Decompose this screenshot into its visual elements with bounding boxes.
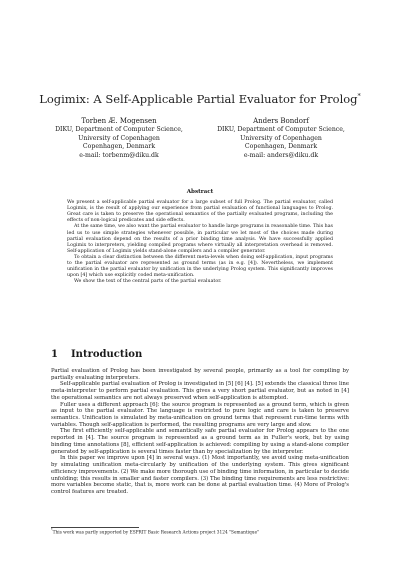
- author-email: e-mail: torbenm@diku.dk: [79, 151, 159, 159]
- author-city: Copenhagen, Denmark: [82, 143, 156, 151]
- section-body: [51, 368, 349, 496]
- section-number: 1: [51, 349, 58, 360]
- footnote-text: This work was partly supported by ESPRIT Basic Research Actions project 3124 "Semantique": [52, 530, 260, 536]
- footnote-divider: [51, 527, 139, 528]
- author-name: Anders Bondorf: [253, 117, 309, 125]
- section-title: Introduction: [71, 349, 143, 360]
- abstract-paragraph: We show the text of the central parts of the partial evaluator.: [74, 279, 222, 285]
- author-affiliation: DIKU, Department of Computer Science,: [55, 126, 183, 134]
- section-heading: [51, 349, 349, 360]
- abstract-paragraph: We present a self-applicable partial evaluator for a large subset of full Prolog. The partial evaluator, called Logimix, is the result of applying our experience from partial evaluation of functional languages to Prolog. Great care is taken to preserve the operational semantics of the partially evaluated programs, including the effects of non-logical predicates and side effects.: [67, 200, 333, 224]
- introduction-section: [51, 349, 349, 496]
- author-affiliation: DIKU, Department of Computer Science,: [217, 126, 345, 134]
- body-paragraph: The first efficiently self-applicable and semantically safe partial evaluator for Prolog appears to the one reported in [4]. The source program is represented as a ground term as in Fuller's work, but by using binding time annotations [8], efficient self-application is achieved: compiling by using a stand-alone compiler generated by self-application is several times faster than by specialization by the interpreter.: [51, 428, 349, 455]
- footnote-marker: *: [51, 528, 53, 532]
- body-paragraph: Fuller uses a different approach [6]: the source program is represented as a ground term, which is given as input to the partial evaluator. The language is restricted to pure logic and care is taken to preserve semantics. Unification is simulated by meta-unification on ground terms that represent run-time terms with variables. Though self-application is performed, the resulting programs are very large and slow.: [51, 401, 349, 428]
- author-email: e-mail: anders@diku.dk: [243, 151, 319, 159]
- author-institution: University of Copenhagen: [240, 134, 322, 142]
- abstract: [67, 189, 333, 285]
- abstract-paragraph: At the same time, we also want the partial evaluator to handle large programs in reasonable time. This has led us to use simple strategies whenever possible, in particular we let most of the choices made during partial evaluation depend on the results of a prior binding time analysis. We have successfully applied Logimix to interpreters, yielding compiled programs where virtually all interpretation overhead is removed. Self-application of Logimix yields stand-alone compilers and a compiler generator.: [67, 224, 333, 254]
- footnote: [51, 530, 349, 536]
- author-2: [206, 117, 356, 160]
- paper-title-text: Logimix: A Self-Applicable Partial Evaluator for Prolog: [39, 92, 358, 106]
- abstract-paragraph: To obtain a clear distinction between the different meta-levels when doing self-application, input programs to the partial evaluator are represented as ground terms (as in e.g. [4]). Nevertheless, we implement unification in the partial evaluator by unification in the underlying Prolog system. This significantly improves upon [4] which use explicitly coded meta-unification.: [67, 254, 333, 279]
- paper-title: [0, 92, 400, 106]
- title-footnote-marker: *: [357, 92, 361, 101]
- author-1: [44, 117, 194, 160]
- author-block: [44, 117, 356, 160]
- abstract-heading: Abstract: [186, 189, 214, 195]
- author-institution: University of Copenhagen: [78, 134, 160, 142]
- author-name: Torben Æ. Mogensen: [81, 117, 157, 125]
- body-paragraph: In this paper we improve upon [4] in several ways. (1) Most importantly, we avoid using meta-unification by simulating unification meta-circularly by unification of the underlying system. This gives significant efficiency improvements. (2) We make more thorough use of binding time information, in particular to decide unfolding; this results in smaller and faster compilers. (3) The binding time requirements are less restrictive: more variables become static, that is, more work can be done at partial evaluation time. (4) More of Prolog's control features are treated.: [51, 455, 349, 495]
- body-paragraph: Partial evaluation of Prolog has been investigated by several people, primarily as a tool for compiling by partially evaluating interpreters.: [51, 368, 349, 381]
- body-paragraph: Self-applicable partial evaluation of Prolog is investigated in [5] [6] [4]. [5] extends the classical three line meta-interpreter to perform partial evaluation. This gives a very short partial evaluator, but as noted in [4] the operational semantics are not always preserved when self-application is attempted.: [51, 381, 349, 401]
- author-city: Copenhagen, Denmark: [244, 143, 318, 151]
